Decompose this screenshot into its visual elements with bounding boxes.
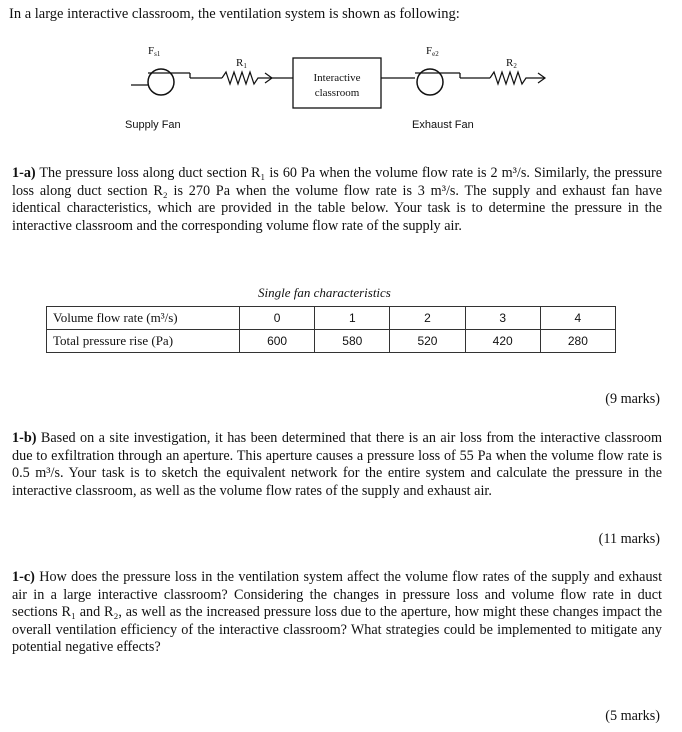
question-1b <box>12 430 662 500</box>
flow-cell: 2 <box>390 307 465 330</box>
pressure-cell: 520 <box>390 330 465 353</box>
classroom-line2: classroom <box>314 87 360 99</box>
question-1c-text: How does the pressure loss in the ventilation system affect the volume flow rates of the supply and exhaust air in a large interactive classroom? Considering the changes in pressure loss and volume flow rate in duct sections R₁ and R₂, as well as the increased pressure loss due to the aperture, how might these changes impact the overall ventilation efficiency of the interactive classroom? What strategies could be implemented to mitigate any potential negative effects? <box>12 569 663 655</box>
row-label-pressure: Total pressure rise (Pa) <box>47 330 240 353</box>
pressure-cell: 600 <box>240 330 315 353</box>
question-1a-number: 1-a) <box>12 165 36 181</box>
supply-fan-label: Supply Fan <box>125 119 181 131</box>
question-1b-text: Based on a site investigation, it has been determined that there is an air loss from the interactive classroom due to exfiltration through an aperture. This aperture causes a pressure loss of 55 Pa when the volume flow rate is 0.5 m³/s. Your task is to sketch the equivalent network for the entire system and calculate the pressure in the interactive classroom, as well as the volume flow rates of the supply and exhaust air. <box>12 430 663 499</box>
resistor-r1-icon <box>222 72 272 84</box>
table-row <box>47 307 616 330</box>
question-1a-text: The pressure loss along duct section R₁ is 60 Pa when the volume flow rate is 2 m³/s. Similarly, the pressure loss along duct section R₂ is 270 Pa when the volume flow rate is 3 m³/s. The supply and exhaust fan have identical characteristics, which are provided in the table below. Your task is to determine the pressure in the interactive classroom and the corresponding volume flow rate of the supply air. <box>12 165 662 234</box>
marks-1b: (11 marks) <box>598 531 660 547</box>
r2-label: R2 <box>506 57 517 70</box>
pressure-cell: 420 <box>465 330 540 353</box>
r1-label: R1 <box>236 57 247 70</box>
fan-characteristics-table <box>46 306 616 353</box>
question-1c <box>12 569 662 657</box>
question-1b-number: 1-b) <box>12 430 37 446</box>
ventilation-diagram <box>0 0 682 140</box>
question-1a <box>12 165 662 235</box>
table-row <box>47 330 616 353</box>
fan1-label: Fs1 <box>148 45 161 58</box>
exhaust-fan-label: Exhaust Fan <box>412 119 474 131</box>
row-label-flow: Volume flow rate (m³/s) <box>47 307 240 330</box>
pressure-cell: 580 <box>315 330 390 353</box>
marks-1a: (9 marks) <box>605 391 660 407</box>
flow-cell: 1 <box>315 307 390 330</box>
resistor-r2-icon <box>490 72 545 84</box>
question-1c-number: 1-c) <box>12 569 35 585</box>
intro-text: In a large interactive classroom, the ventilation system is shown as following: <box>9 6 460 22</box>
marks-1c: (5 marks) <box>605 708 660 724</box>
flow-cell: 4 <box>540 307 615 330</box>
flow-cell: 0 <box>240 307 315 330</box>
fan2-label: Fe2 <box>426 45 439 58</box>
table-caption: Single fan characteristics <box>258 285 391 300</box>
classroom-line1: Interactive <box>313 72 361 84</box>
pressure-cell: 280 <box>540 330 615 353</box>
flow-cell: 3 <box>465 307 540 330</box>
